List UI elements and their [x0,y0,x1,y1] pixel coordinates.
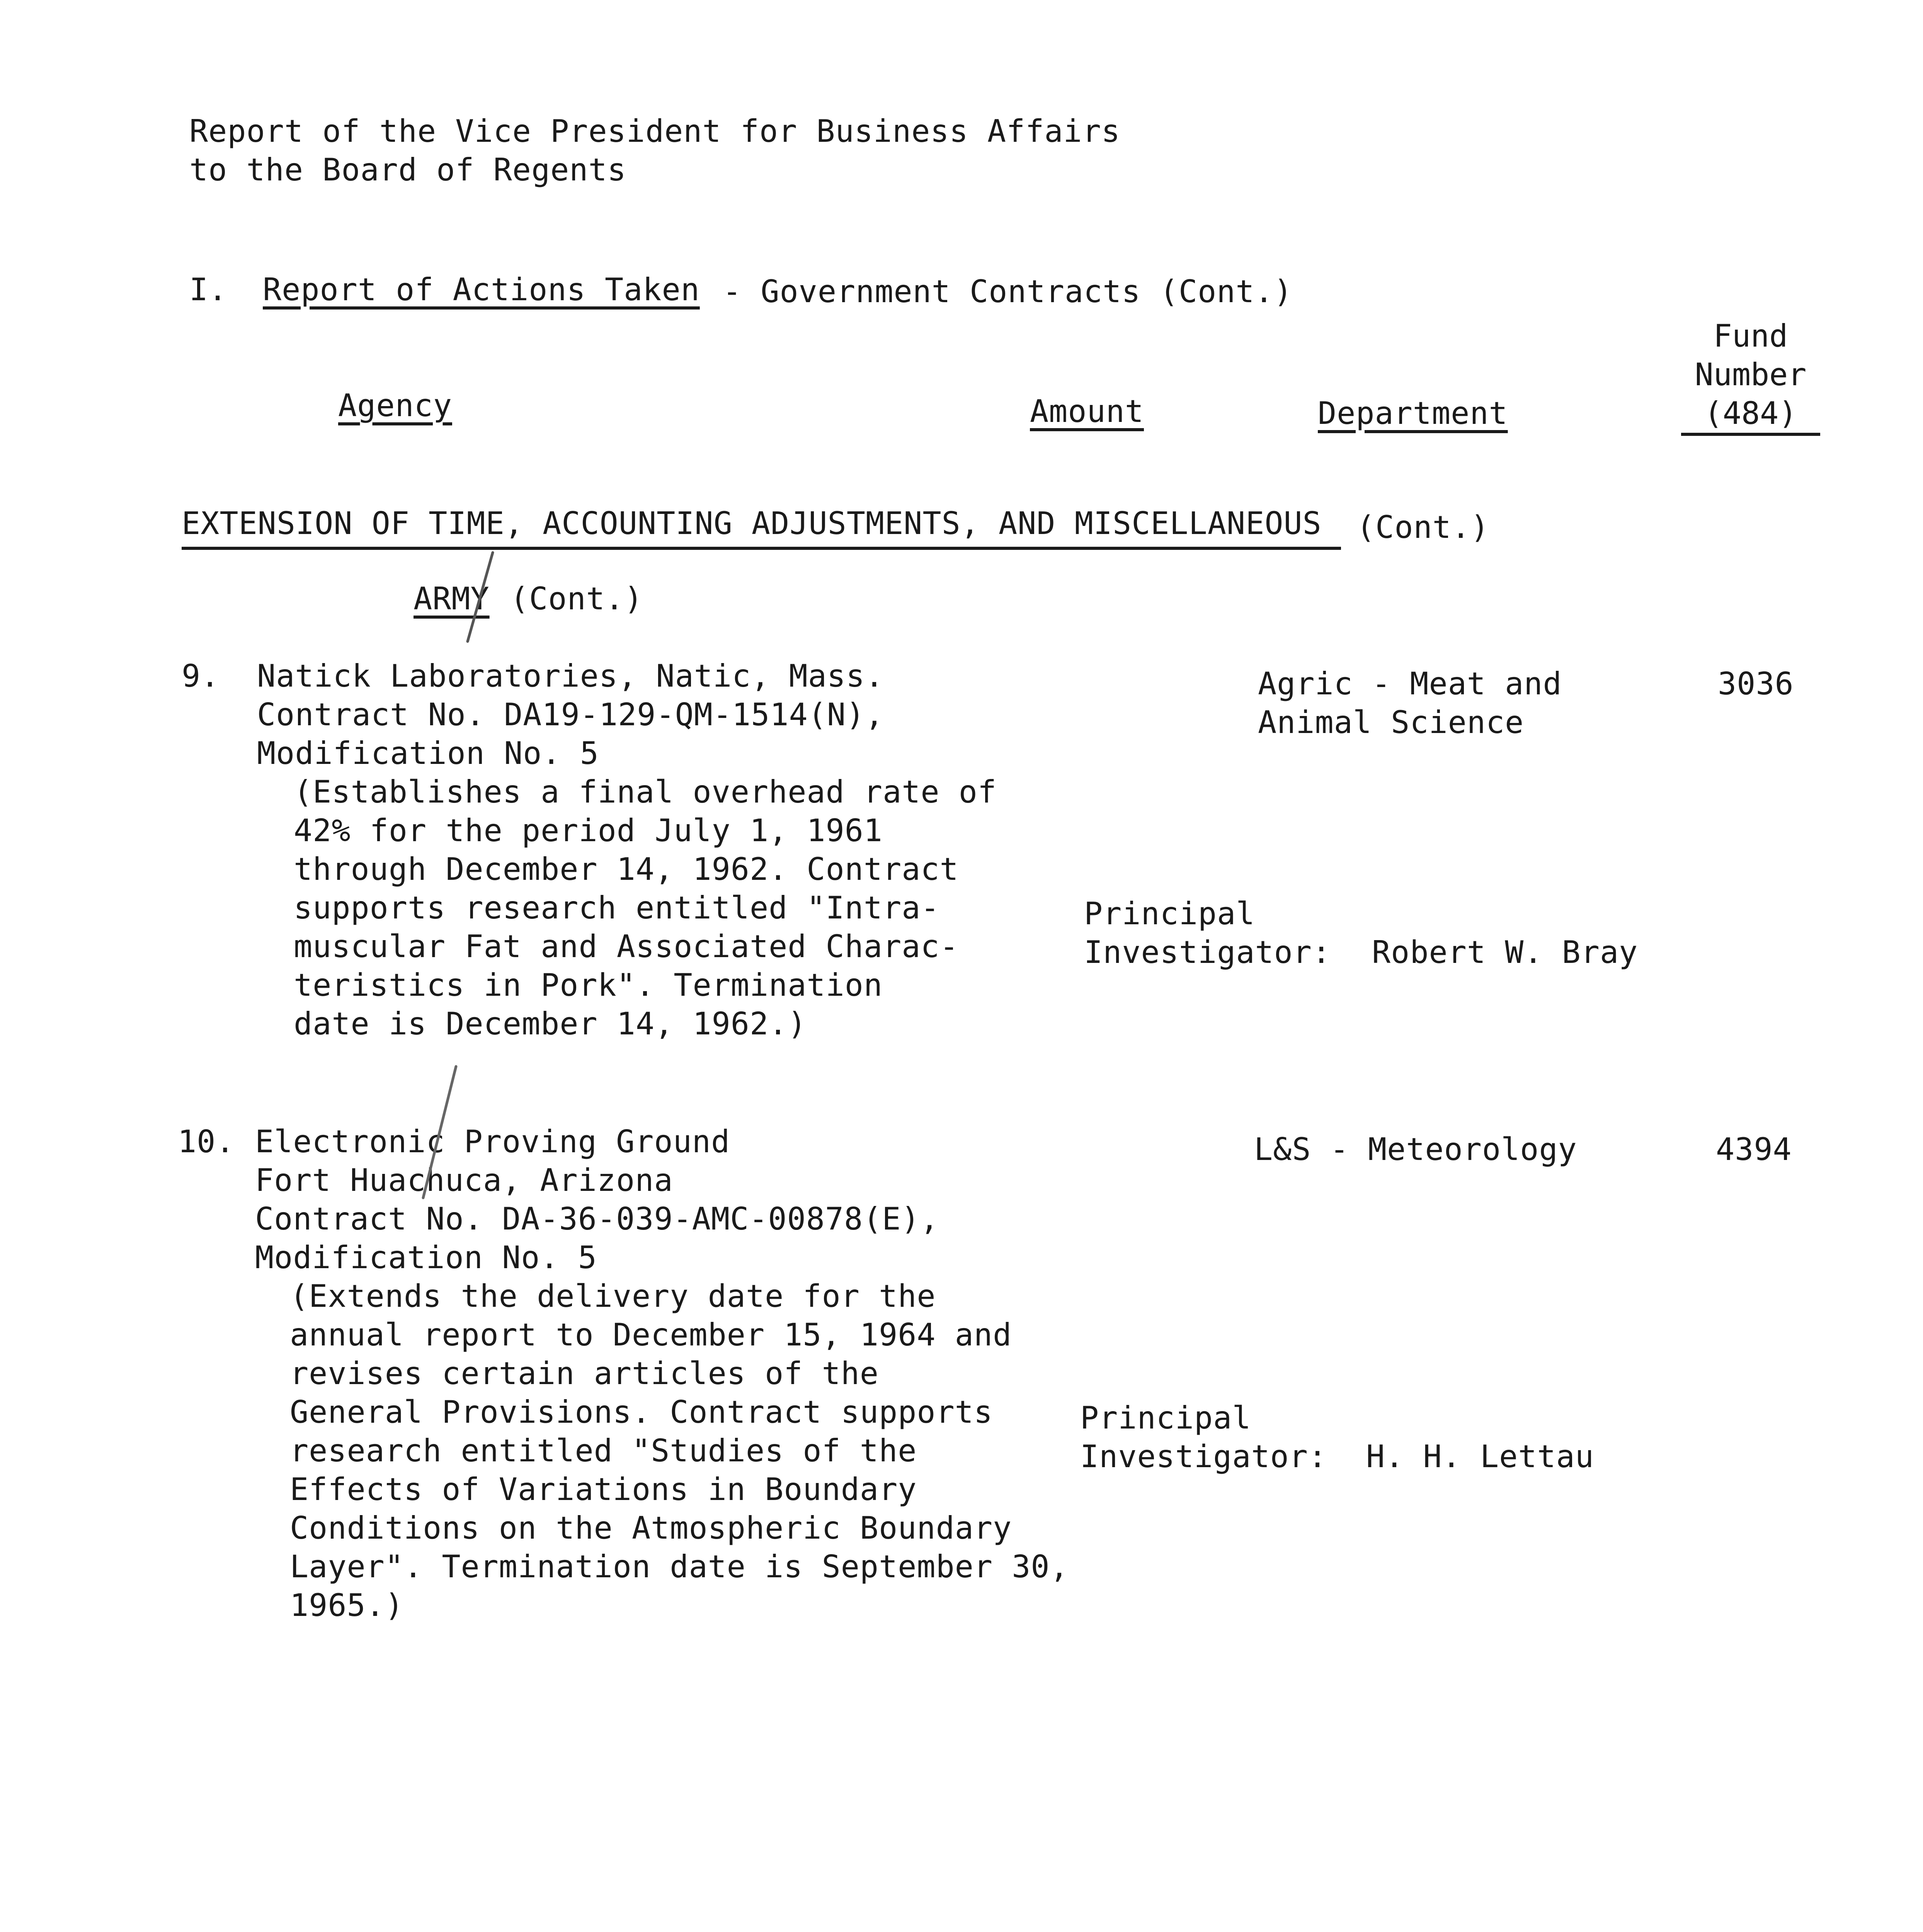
entry-10-number: 10. [178,1124,235,1160]
entry-10-agency-line: Modification No. 5 [255,1240,597,1276]
entry-10-description-line: revises certain articles of the [290,1355,879,1391]
entry-9-description-line: supports research entitled "Intra- [294,890,940,926]
report-header-line2: to the Board of Regents [189,152,626,188]
section-numeral: I. [189,272,228,308]
entry-9-description-line: muscular Fat and Associated Charac- [294,929,959,964]
column-header-agency: Agency [338,388,452,423]
entry-10-description-line: research entitled "Studies of the [290,1433,917,1469]
entry-9-description-line: 42% for the period July 1, 1961 [294,813,883,849]
entry-10-agency-line: Electronic Proving Ground [255,1124,730,1160]
subcategory-army: ARMY [414,581,490,617]
entry-10-pi-label: Investigator: [1080,1439,1327,1475]
entry-10-description-line: Layer". Termination date is September 30, [290,1549,1069,1585]
entry-10-department-line: L&S - Meteorology [1254,1131,1577,1167]
entry-10-fund: 4394 [1716,1131,1792,1167]
entry-10-description-line: Effects of Variations in Boundary [290,1471,917,1507]
entry-9-description-line: (Establishes a final overhead rate of [294,774,997,810]
report-header-line1: Report of the Vice President for Business Affairs [189,113,1121,149]
entry-9-agency-line: Contract No. DA19-129-QM-1514(N), [257,697,884,733]
entry-9-number: 9. [182,658,220,694]
entry-10-description-line: annual report to December 15, 1964 and [290,1317,1012,1353]
entry-9-pi-label: Principal [1084,896,1255,932]
entry-10-description-line: Conditions on the Atmospheric Boundary [290,1510,1012,1546]
fund-header-line3: (484) [1704,395,1797,431]
entry-10-description-line: General Provisions. Contract supports [290,1394,993,1430]
pencil-mark-entry-10 [423,1066,456,1198]
entry-9-fund: 3036 [1718,666,1794,702]
column-header-amount: Amount [1030,393,1144,429]
entry-10-description-line: 1965.) [290,1587,404,1623]
entry-9-pi-label: Investigator: [1084,934,1331,970]
entry-10-pi-name: H. H. Lettau [1366,1439,1594,1475]
subcategory-suffix: (Cont.) [510,581,643,617]
entry-9-description-line: through December 14, 1962. Contract [294,851,959,887]
entry-10-pi-label: Principal [1080,1400,1251,1436]
entry-10-description-line: (Extends the delivery date for the [290,1278,936,1314]
pencil-mark-army [468,553,493,641]
entry-9-agency-line: Natick Laboratories, Natic, Mass. [257,658,884,694]
entry-10-agency-line: Fort Huachuca, Arizona [255,1162,673,1198]
fund-header-line1: Fund [1713,318,1788,354]
category-heading: EXTENSION OF TIME, ACCOUNTING ADJUSTMENTS, AND MISCELLANEOUS [182,505,1322,541]
fund-header-line2: Number [1695,357,1807,393]
entry-9-pi-name: Robert W. Bray [1372,934,1638,970]
entry-9-description-line: date is December 14, 1962.) [294,1006,807,1042]
entry-9-agency-line: Modification No. 5 [257,735,599,771]
section-title-rest: - Government Contracts (Cont.) [723,274,1293,310]
category-suffix: (Cont.) [1356,509,1490,545]
entry-9-department-line: Animal Science [1258,704,1524,740]
column-header-department: Department [1318,395,1508,431]
entry-9-description-line: teristics in Pork". Termination [294,967,883,1003]
entry-10-agency-line: Contract No. DA-36-039-AMC-00878(E), [255,1201,939,1237]
section-title: Report of Actions Taken [263,272,700,308]
entry-9-department-line: Agric - Meat and [1258,666,1562,702]
